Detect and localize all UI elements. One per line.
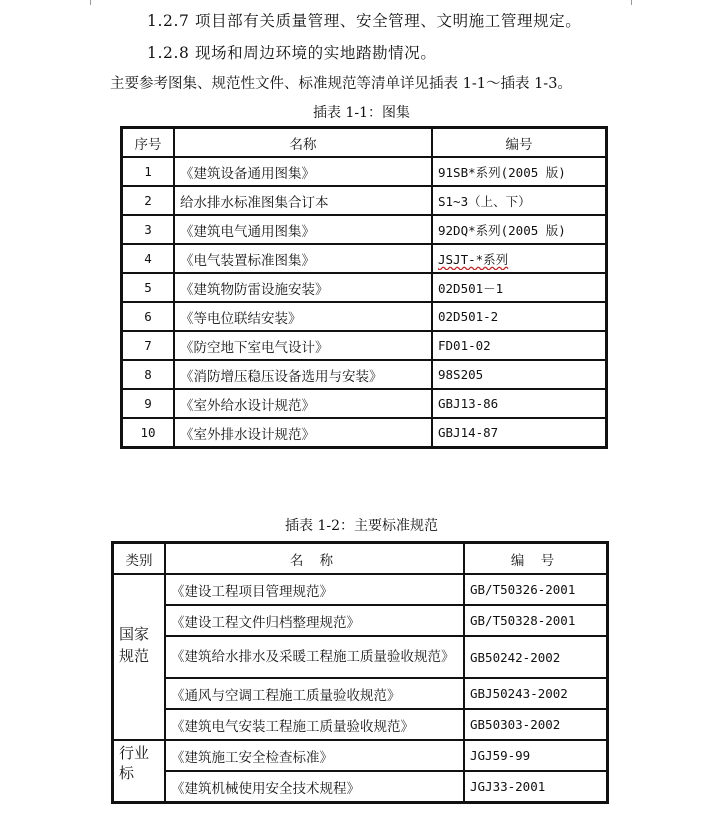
cell-code [432, 244, 606, 273]
atlas-table [120, 126, 608, 449]
table-row [113, 605, 607, 636]
header-name: 名称 [174, 128, 432, 157]
standards-table [111, 541, 609, 804]
cell-code: 02D501－1 [432, 273, 606, 302]
cell-index: 4 [122, 244, 174, 273]
table-row [122, 331, 606, 360]
cell-name: 《室外给水设计规范》 [174, 389, 432, 418]
cell-name: 《建设工程文件归档整理规范》 [165, 605, 464, 636]
table2-caption: 插表 1-2：主要标准规范 [285, 518, 438, 534]
cell-index: 6 [122, 302, 174, 331]
cell-index: 3 [122, 215, 174, 244]
cell-index: 5 [122, 273, 174, 302]
cell-name: 《防空地下室电气设计》 [174, 331, 432, 360]
cell-code: GBJ13-86 [432, 389, 606, 418]
cell-code: FD01-02 [432, 331, 606, 360]
cell-code: S1~3（上、下） [432, 186, 606, 215]
cell-name: 《等电位联结安装》 [174, 302, 432, 331]
cell-name: 《通风与空调工程施工质量验收规范》 [165, 678, 464, 709]
cell-code: JGJ33-2001 [464, 771, 607, 802]
page-margin-marks [90, 0, 632, 5]
cell-code: GBJ14-87 [432, 418, 606, 447]
cell-index: 2 [122, 186, 174, 215]
header-index: 序号 [122, 128, 174, 157]
table-row [122, 157, 606, 186]
table-row [113, 709, 607, 740]
cell-name: 《建筑机械使用安全技术规程》 [165, 771, 464, 802]
table-row [122, 418, 606, 447]
cell-name: 《建筑电气安装工程施工质量验收规范》 [165, 709, 464, 740]
cell-code: 92DQ*系列(2005 版) [432, 215, 606, 244]
cell-name: 《建筑物防雷设施安装》 [174, 273, 432, 302]
table-row [122, 302, 606, 331]
section-heading-1-2-7: 1.2.7 项目部有关质量管理、安全管理、文明施工管理规定。 [147, 12, 582, 30]
cell-name: 《电气装置标准图集》 [174, 244, 432, 273]
cell-index: 1 [122, 157, 174, 186]
table-header-row [122, 128, 606, 157]
cell-index: 7 [122, 331, 174, 360]
cell-code: GB/T50326-2001 [464, 574, 607, 605]
category-industry: 行业标 [113, 740, 165, 802]
spellcheck-underlined-code: JSJT-*系列 [438, 251, 509, 267]
table-row [113, 574, 607, 605]
table1-caption: 插表 1-1：图集 [313, 105, 410, 121]
intro-paragraph: 主要参考图集、规范性文件、标准规范等清单详见插表 1-1～插表 1-3。 [110, 76, 572, 92]
cell-code: GB/T50328-2001 [464, 605, 607, 636]
cell-code: GB50242-2002 [464, 636, 607, 678]
cell-name: 《室外排水设计规范》 [174, 418, 432, 447]
header-name: 名 称 [165, 543, 464, 574]
cell-name: 《建筑电气通用图集》 [174, 215, 432, 244]
table-row [122, 360, 606, 389]
table-row [113, 771, 607, 802]
cell-index: 10 [122, 418, 174, 447]
cell-code: JGJ59-99 [464, 740, 607, 771]
cell-code: GB50303-2002 [464, 709, 607, 740]
cell-index: 8 [122, 360, 174, 389]
header-code: 编 号 [464, 543, 607, 574]
table-row [122, 244, 606, 273]
cell-name: 《建筑设备通用图集》 [174, 157, 432, 186]
table-row [113, 740, 607, 771]
cell-name: 《建筑施工安全检查标准》 [165, 740, 464, 771]
table-row [122, 215, 606, 244]
cell-name: 《建设工程项目管理规范》 [165, 574, 464, 605]
table-row [122, 186, 606, 215]
table-row [113, 678, 607, 709]
header-category: 类别 [113, 543, 165, 574]
table-row [113, 636, 607, 678]
header-code: 编号 [432, 128, 606, 157]
table-header-row [113, 543, 607, 574]
cell-code: 02D501-2 [432, 302, 606, 331]
cell-name: 《消防增压稳压设备选用与安装》 [174, 360, 432, 389]
cell-index: 9 [122, 389, 174, 418]
cell-code: 91SB*系列(2005 版) [432, 157, 606, 186]
cell-code: 98S205 [432, 360, 606, 389]
section-heading-1-2-8: 1.2.8 现场和周边环境的实地踏勘情况。 [147, 44, 437, 62]
table-row [122, 273, 606, 302]
category-national: 国家规范 [113, 574, 165, 740]
table-row [122, 389, 606, 418]
cell-code: GBJ50243-2002 [464, 678, 607, 709]
cell-name: 给水排水标准图集合订本 [174, 186, 432, 215]
cell-name: 《建筑给水排水及采暖工程施工质量验收规范》 [165, 636, 464, 678]
